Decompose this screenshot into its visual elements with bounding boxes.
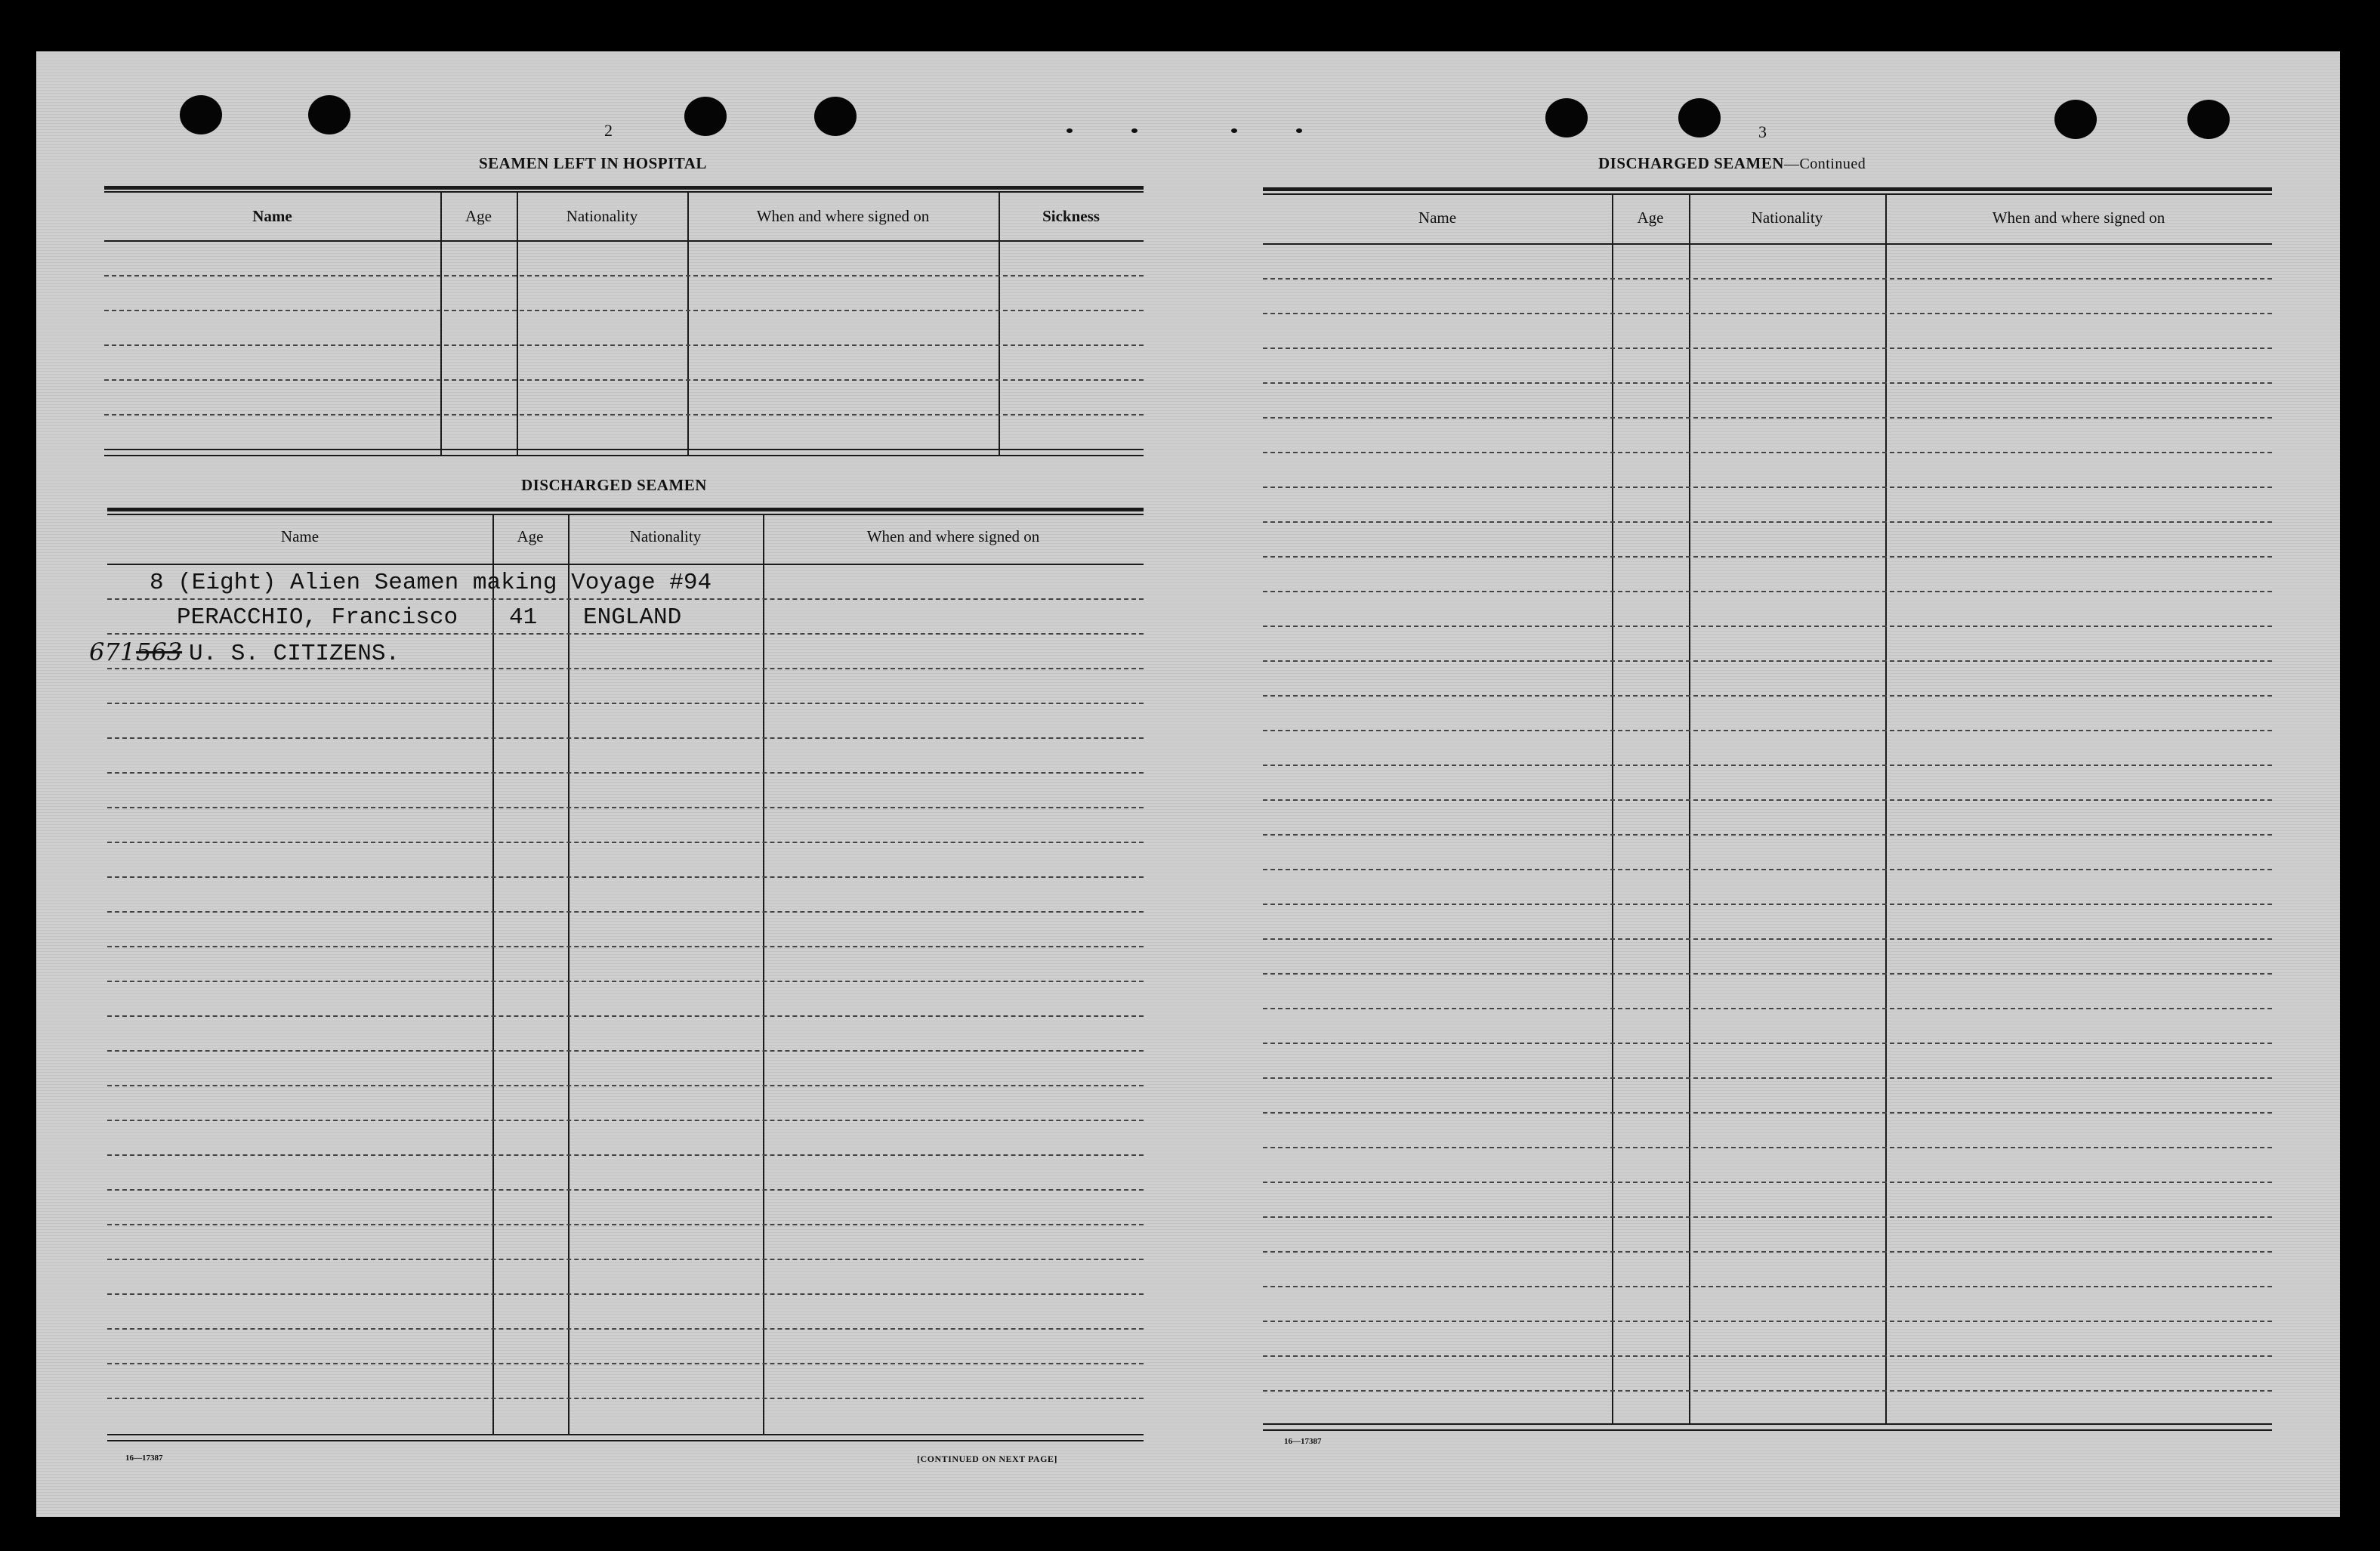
col-header-nationality: Nationality [629,527,702,545]
col-header-nationality: Nationality [566,207,638,225]
continued-note: [CONTINUED ON NEXT PAGE] [917,1454,1057,1464]
entry-name: PERACCHIO, Francisco [177,604,458,631]
punch-hole [308,95,350,134]
punch-hole [2187,100,2230,139]
col-header-sickness: Sickness [1042,207,1100,225]
punch-hole [684,97,727,136]
handwritten-count: 671 [89,638,136,666]
discharged-continued-title [1598,154,1866,173]
form-number-right: 16—17387 [1284,1437,1322,1446]
entry-us-citizens: U. S. CITIZENS. [189,641,400,667]
col-header-name: Name [1418,209,1457,227]
punch-hole [1678,98,1721,137]
discharged-table-right [1263,187,2272,1479]
speck [1296,128,1302,133]
form-number-left: 16—17387 [125,1454,163,1463]
speck [1131,128,1138,133]
discharged-section-title: DISCHARGED SEAMEN [521,476,707,494]
page-number-left: 2 [604,121,613,140]
page-number-right: 3 [1758,122,1767,141]
entry-age: 41 [509,604,538,631]
col-header-signed-on: When and where signed on [1992,209,2165,227]
col-header-nationality: Nationality [1751,209,1823,227]
speck [1067,128,1073,133]
col-header-name: Name [252,207,292,225]
entry-alien-seamen-line: 8 (Eight) Alien Seamen making Voyage #94 [150,570,712,596]
title-suffix: —Continued [1783,156,1866,172]
col-header-signed-on: When and where signed on [756,207,930,225]
hospital-section-title: SEAMEN LEFT IN HOSPITAL [479,154,707,172]
entry-nationality: ENGLAND [583,604,682,631]
title-main: DISCHARGED SEAMEN [1598,154,1784,172]
col-header-name: Name [280,527,319,545]
speck [1231,128,1237,133]
col-header-age: Age [517,527,544,545]
document-sheet [36,51,2340,1517]
hospital-table [104,186,1144,512]
col-header-age: Age [1637,209,1664,227]
punch-hole [2054,100,2097,139]
col-header-age: Age [465,207,492,225]
punch-hole [180,95,222,134]
col-header-signed-on: When and where signed on [866,527,1040,545]
discharged-table-left [89,508,1144,1444]
handwritten-struck-count: 563 [136,638,183,666]
punch-hole [1545,98,1588,137]
punch-hole [814,97,857,136]
